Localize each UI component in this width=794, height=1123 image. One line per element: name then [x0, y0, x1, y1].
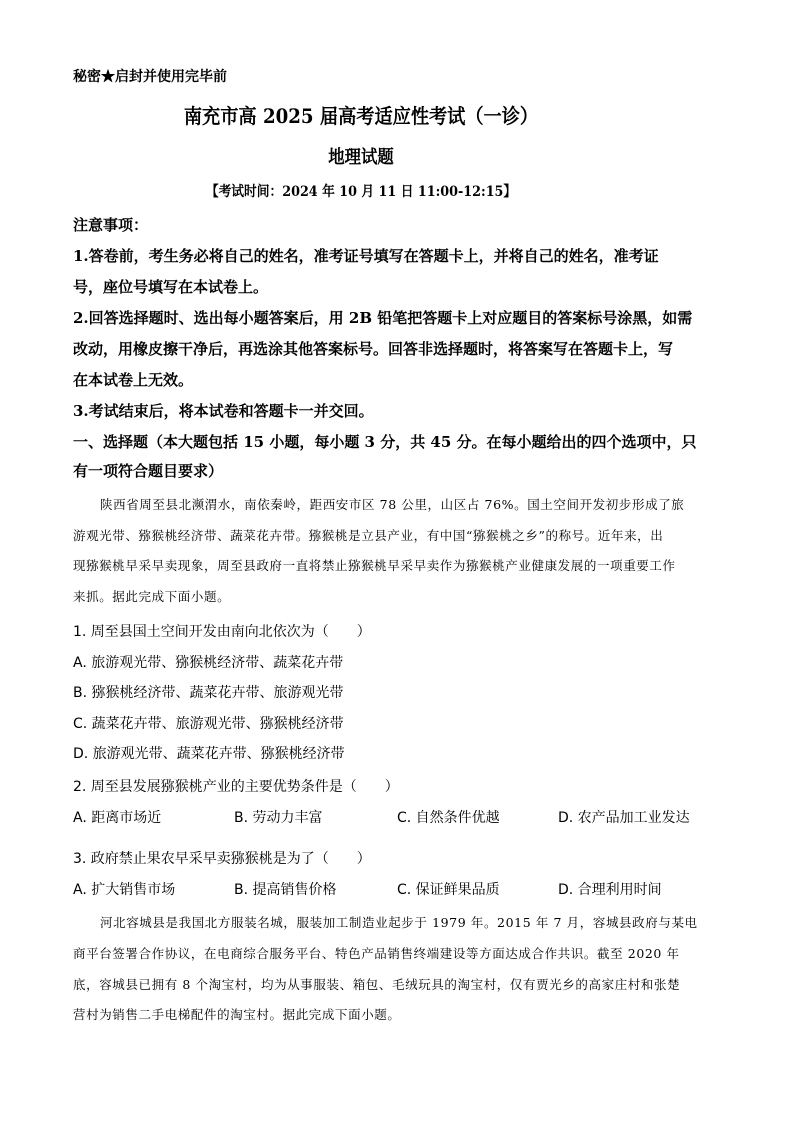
notice-line: 2.回答选择题时、选出每小题答案后，用 2B 铅笔把答题卡上对应题目的答案标号涂黑，如需	[73, 309, 693, 327]
question-2-option-b: B. 劳动力丰富	[234, 810, 323, 826]
question-1-option-b: B. 猕猴桃经济带、蔬菜花卉带、旅游观光带	[73, 685, 344, 701]
question-3-stem: 3. 政府禁止果农早采早卖猕猴桃是为了（ ）	[73, 851, 371, 867]
notice-line: 号，座位号填写在本试卷上。	[73, 278, 269, 296]
passage-1-line: 现猕猴桃早采早卖现象，周至县政府一直将禁止猕猴桃早采早卖作为猕猴桃产业健康发展的一项重要工作	[73, 558, 676, 573]
passage-2-line: 底，容城县已拥有 8 个淘宝村，均为从事服装、箱包、毛绒玩具的淘宝村，仅有贾光乡的高家庄村和张楚	[73, 977, 681, 992]
question-2-option-c: C. 自然条件优越	[397, 810, 500, 826]
subject-title: 地理试题	[328, 147, 394, 168]
notice-line: 1.答卷前，考生务必将自己的姓名，准考证号填写在答题卡上，并将自己的姓名，准考证	[73, 247, 659, 265]
question-3-option-b: B. 提高销售价格	[234, 882, 337, 898]
question-1-option-c: C. 蔬菜花卉带、旅游观光带、猕猴桃经济带	[73, 716, 344, 732]
question-1-option-d: D. 旅游观光带、蔬菜花卉带、猕猴桃经济带	[73, 746, 345, 762]
passage-1-line: 游观光带、猕猴桃经济带、蔬菜花卉带。猕猴桃是立县产业，有中国“猕猴桃之乡”的称号。近年来，出	[73, 528, 664, 543]
question-1-option-a: A. 旅游观光带、猕猴桃经济带、蔬菜花卉带	[73, 655, 344, 671]
notice-line: 改动，用橡皮擦干净后，再选涂其他答案标号。回答非选择题时，将答案写在答题卡上，写	[73, 340, 674, 358]
exam-title: 南充市高 2025 届高考适应性考试（一诊）	[183, 104, 539, 128]
notice-line: 3.考试结束后，将本试卷和答题卡一并交回。	[73, 402, 374, 420]
section-heading: 有一项符合题目要求）	[73, 462, 224, 480]
passage-2-line: 商平台签署合作协议，在电商综合服务平台、特色产品销售终端建设等方面达成合作共识。截至 2020 年	[73, 946, 680, 961]
exam-time: 【考试时间：2024 年 10 月 11 日 11:00-12:15】	[205, 184, 517, 200]
notice-line: 在本试卷上无效。	[73, 371, 194, 389]
question-3-option-a: A. 扩大销售市场	[73, 882, 176, 898]
question-3-option-d: D. 合理利用时间	[558, 882, 662, 898]
confidential-label: 秘密★启封并使用完毕前	[73, 69, 227, 85]
passage-1-line: 来抓。据此完成下面小题。	[73, 589, 231, 604]
question-2-option-d: D. 农产品加工业发达	[558, 810, 690, 826]
passage-2-line: 营村为销售二手电梯配件的淘宝村。据此完成下面小题。	[73, 1007, 401, 1022]
passage-1-line: 陕西省周至县北濒渭水，南依秦岭，距西安市区 78 公里，山区占 76%。国土空间开发初步形成了旅	[100, 497, 685, 512]
question-3-option-c: C. 保证鲜果品质	[397, 882, 500, 898]
question-2-option-a: A. 距离市场近	[73, 810, 162, 826]
question-2-stem: 2. 周至县发展猕猴桃产业的主要优势条件是（ ）	[73, 779, 399, 795]
question-1-stem: 1. 周至县国土空间开发由南向北依次为（ ）	[73, 624, 371, 640]
section-heading: 一、选择题（本大题包括 15 小题，每小题 3 分，共 45 分。在每小题给出的四个选项中，只	[73, 433, 697, 451]
passage-2-line: 河北容城县是我国北方服装名城，服装加工制造业起步于 1979 年。2015 年 7 月，容城县政府与某电	[100, 915, 698, 930]
notice-heading: 注意事项：	[73, 216, 149, 234]
